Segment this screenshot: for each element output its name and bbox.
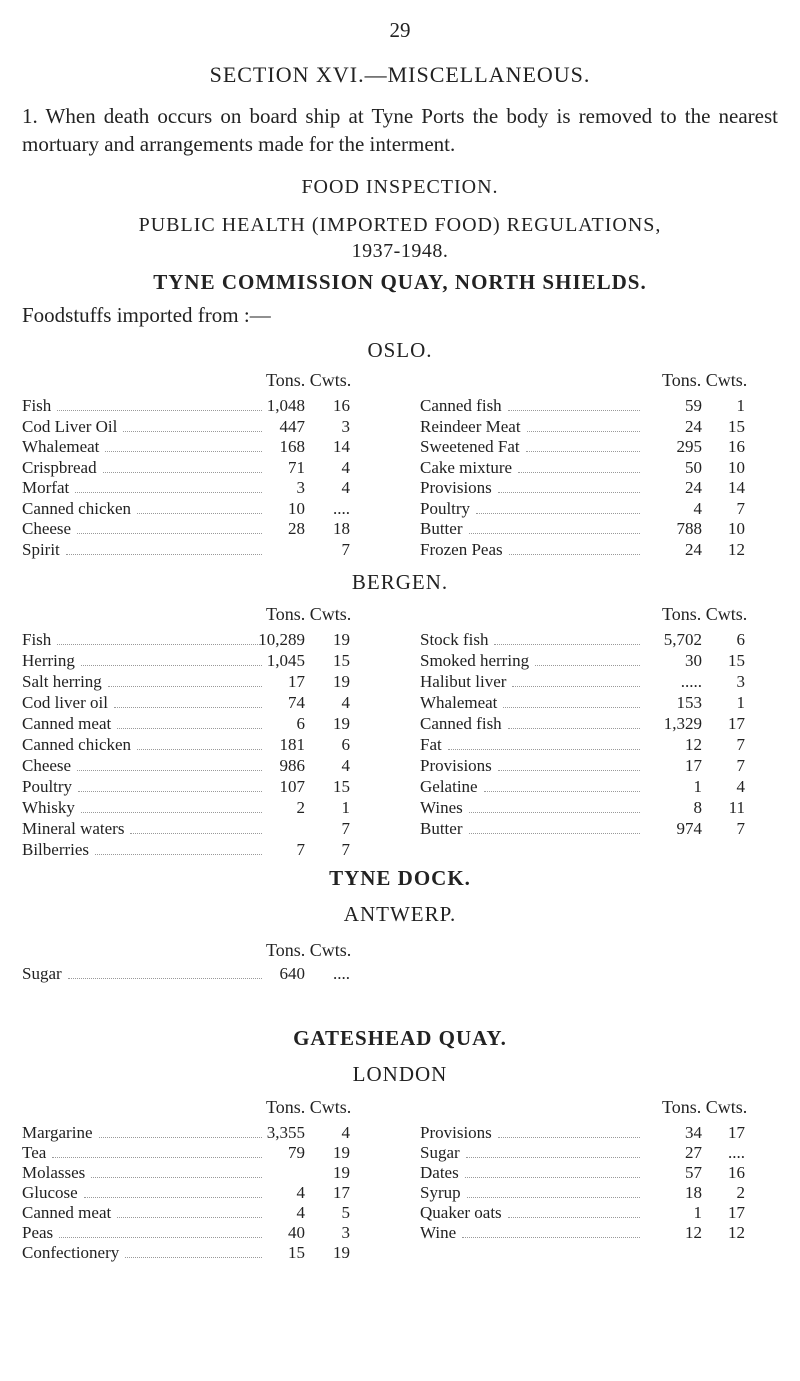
item-name: Syrup [420, 1183, 461, 1202]
tons-value: 3 [296, 478, 305, 497]
tons-value: 4 [296, 1203, 305, 1222]
item-name: Sugar [22, 964, 62, 983]
item-name: Mineral waters [22, 819, 125, 838]
item-name: Halibut liver [420, 672, 507, 691]
table-row [420, 672, 745, 694]
tons-value: 4 [693, 498, 702, 518]
table-row [22, 478, 350, 500]
tons-value: 15 [288, 1243, 305, 1262]
dot-leader [508, 1217, 640, 1218]
table-row [420, 417, 745, 439]
table-row [22, 630, 350, 652]
table-row [22, 756, 350, 778]
table-row [420, 735, 745, 757]
item-name: Wines [420, 798, 463, 817]
dot-leader [77, 533, 262, 534]
cwts-value: 1 [736, 693, 745, 712]
item-name: Cake mixture [420, 457, 513, 477]
item-name: Cheese [22, 519, 72, 538]
dot-leader [469, 812, 640, 813]
tons-value: 788 [676, 519, 702, 538]
tons-value: 986 [279, 756, 305, 775]
table-row [420, 630, 745, 652]
bergen-title: BERGEN. [351, 570, 449, 594]
table-row [22, 1163, 350, 1185]
antwerp-title: ANTWERP. [343, 902, 457, 926]
dot-leader [105, 451, 262, 452]
item-name: Cod Liver Oil [22, 416, 118, 436]
cwts-value: 7 [736, 756, 745, 775]
dot-leader [469, 533, 641, 534]
table-row [22, 1183, 350, 1205]
table-row [420, 478, 745, 500]
item-name: Molasses [22, 1163, 86, 1182]
oslo-col-header-right: Tons. Cwts. [662, 370, 748, 390]
cwts-value: 10 [728, 457, 745, 477]
cwts-value: 6 [736, 630, 745, 649]
table-row [420, 756, 745, 778]
dot-leader [95, 854, 262, 855]
dot-leader [81, 812, 262, 813]
dot-leader [527, 431, 640, 432]
table-row [420, 458, 745, 480]
tons-value: 4 [296, 1183, 305, 1202]
table-row [420, 798, 745, 820]
dot-leader [117, 728, 262, 729]
cwts-value: 15 [728, 651, 745, 670]
dot-leader [498, 1137, 640, 1138]
item-name: Whalemeat [420, 693, 498, 712]
tons-value: 2 [296, 798, 305, 817]
dot-leader [526, 451, 640, 452]
cwts-value: .... [333, 964, 350, 983]
item-name: Butter [420, 519, 463, 538]
dot-leader [77, 770, 262, 771]
cwts-value: 15 [333, 651, 350, 670]
item-name: Spirit [22, 539, 60, 559]
item-name: Cod liver oil [22, 693, 108, 712]
tons-value: 10 [288, 498, 305, 518]
cwts-value: 10 [728, 519, 745, 538]
dot-leader [57, 410, 262, 411]
paragraph: 1. When death occurs on board ship at Tyne Ports the body is removed to the nearest mortuary and arrangements made for the interment. [22, 104, 778, 156]
table-row [22, 777, 350, 799]
dot-leader [137, 513, 262, 514]
cwts-value: 16 [728, 1163, 745, 1182]
tons-value: 28 [288, 519, 305, 538]
dot-leader [512, 686, 640, 687]
cwts-value: 3 [341, 416, 350, 436]
tons-value: 3,355 [266, 1123, 305, 1142]
dot-leader [78, 791, 262, 792]
oslo-col-header-left: Tons. Cwts. [266, 370, 352, 390]
item-name: Wine [420, 1223, 457, 1242]
cwts-value: 4 [341, 457, 350, 477]
table-row [22, 519, 350, 541]
table-row [420, 540, 745, 562]
table-row [420, 693, 745, 715]
cwts-value: 4 [341, 1123, 350, 1142]
dot-leader [518, 472, 640, 473]
table-row [22, 840, 350, 862]
tons-value: 1,048 [266, 396, 305, 415]
tons-value: 10,289 [258, 630, 305, 649]
london-title: LONDON [352, 1062, 448, 1086]
cwts-value: .... [333, 498, 350, 518]
item-name: Margarine [22, 1123, 93, 1142]
item-name: Canned meat [22, 1203, 112, 1222]
cwts-value: 12 [728, 1223, 745, 1242]
regulations-title: PUBLIC HEALTH (IMPORTED FOOD) REGULATIONS, [138, 214, 662, 236]
dot-leader [465, 1177, 640, 1178]
dot-leader [91, 1177, 262, 1178]
bergen-col-header-left: Tons. Cwts. [266, 604, 352, 624]
cwts-value: 5 [341, 1203, 350, 1222]
dot-leader [66, 554, 262, 555]
item-name: Canned fish [420, 396, 502, 415]
oslo-title: OSLO. [367, 338, 433, 362]
cwts-value: 17 [728, 1123, 745, 1142]
tons-value: 640 [279, 964, 305, 983]
dot-leader [508, 728, 640, 729]
tons-value: 12 [685, 1223, 702, 1242]
table-row [420, 1123, 745, 1145]
table-row [22, 651, 350, 673]
item-name: Herring [22, 651, 75, 670]
table-row [22, 458, 350, 480]
cwts-value: 14 [728, 478, 745, 497]
dot-leader [508, 410, 640, 411]
tons-value: ..... [680, 672, 702, 691]
cwts-value: 4 [341, 478, 350, 497]
antwerp-col-header: Tons. Cwts. [266, 940, 352, 960]
table-row [420, 437, 745, 459]
table-row [22, 964, 350, 986]
dot-leader [108, 686, 262, 687]
cwts-value: 7 [736, 819, 745, 838]
item-name: Reindeer Meat [420, 416, 521, 436]
dot-leader [494, 644, 640, 645]
tons-value: 71 [288, 457, 305, 477]
table-row [420, 714, 745, 736]
dot-leader [57, 644, 262, 645]
dot-leader [137, 749, 262, 750]
item-name: Tea [22, 1143, 47, 1162]
tons-value: 34 [685, 1123, 702, 1142]
tons-value: 1 [693, 1203, 702, 1222]
dot-leader [469, 833, 641, 834]
tons-value: 12 [685, 735, 702, 754]
item-name: Canned chicken [22, 735, 132, 754]
item-name: Smoked herring [420, 651, 530, 670]
item-name: Sugar [420, 1143, 460, 1162]
item-name: Whalemeat [22, 437, 100, 456]
dot-leader [462, 1237, 640, 1238]
dot-leader [509, 554, 640, 555]
item-name: Glucose [22, 1183, 78, 1202]
dot-leader [75, 492, 262, 493]
dot-leader [117, 1217, 262, 1218]
item-name: Canned meat [22, 714, 112, 733]
tons-value: 74 [288, 693, 305, 712]
cwts-value: 19 [333, 1243, 350, 1262]
dot-leader [68, 978, 262, 979]
tons-value: 79 [288, 1143, 305, 1162]
tons-value: 50 [685, 457, 702, 477]
cwts-value: 2 [736, 1183, 745, 1202]
item-name: Cheese [22, 756, 72, 775]
dot-leader [476, 513, 640, 514]
tons-value: 24 [685, 416, 702, 436]
item-name: Stock fish [420, 630, 489, 649]
table-row [22, 693, 350, 715]
cwts-value: 7 [341, 819, 350, 838]
london-col-header-right: Tons. Cwts. [662, 1097, 748, 1117]
dot-leader [123, 431, 262, 432]
cwts-value: 19 [333, 1143, 350, 1162]
tons-value: 168 [279, 437, 305, 456]
item-name: Sweetened Fat [420, 437, 520, 456]
item-name: Provisions [420, 478, 492, 497]
tyne-dock-title: TYNE DOCK. [329, 866, 471, 890]
cwts-value: 3 [736, 672, 745, 691]
food-inspection-title: FOOD INSPECTION. [301, 176, 499, 198]
cwts-value: 1 [341, 798, 350, 817]
cwts-value: 17 [728, 1203, 745, 1222]
tons-value: 6 [296, 714, 305, 733]
item-name: Provisions [420, 1123, 492, 1142]
table-row [22, 417, 350, 439]
dot-leader [103, 472, 262, 473]
bergen-col-header-right: Tons. Cwts. [662, 604, 748, 624]
item-name: Canned fish [420, 714, 502, 733]
table-row [420, 499, 745, 521]
london-col-header-left: Tons. Cwts. [266, 1097, 352, 1117]
cwts-value: 7 [341, 840, 350, 859]
table-row [420, 777, 745, 799]
table-row [22, 540, 350, 562]
page-number: 29 [389, 18, 411, 42]
tons-value: 447 [279, 416, 305, 436]
tons-value: 295 [676, 437, 702, 456]
table-row [22, 1143, 350, 1165]
dot-leader [535, 665, 640, 666]
dot-leader [52, 1157, 262, 1158]
tons-value: 24 [685, 478, 702, 497]
table-row [420, 1203, 745, 1225]
dot-leader [467, 1197, 640, 1198]
cwts-value: 18 [333, 519, 350, 538]
item-name: Butter [420, 819, 463, 838]
cwts-value: .... [728, 1143, 745, 1162]
table-row [420, 1183, 745, 1205]
item-name: Dates [420, 1163, 459, 1182]
tons-value: 8 [693, 798, 702, 817]
cwts-value: 4 [341, 756, 350, 775]
cwts-value: 16 [728, 437, 745, 456]
tons-value: 17 [685, 756, 702, 775]
dot-leader [84, 1197, 262, 1198]
item-name: Bilberries [22, 840, 90, 859]
dot-leader [484, 791, 640, 792]
table-row [420, 1163, 745, 1185]
cwts-value: 11 [728, 798, 745, 817]
cwts-value: 3 [341, 1223, 350, 1242]
cwts-value: 19 [333, 714, 350, 733]
item-name: Provisions [420, 756, 492, 775]
cwts-value: 4 [341, 693, 350, 712]
table-row [420, 519, 745, 541]
table-row [22, 714, 350, 736]
table-row [420, 651, 745, 673]
table-row [22, 1243, 350, 1265]
item-name: Frozen Peas [420, 539, 503, 559]
dot-leader [130, 833, 262, 834]
tons-value: 1 [693, 777, 702, 796]
table-row [22, 396, 350, 418]
tons-value: 17 [288, 672, 305, 691]
tons-value: 7 [296, 840, 305, 859]
tons-value: 59 [685, 396, 702, 415]
item-name: Fish [22, 630, 52, 649]
cwts-value: 19 [333, 1163, 350, 1182]
table-row [22, 798, 350, 820]
dot-leader [448, 749, 640, 750]
table-row [420, 1143, 745, 1165]
tons-value: 18 [685, 1183, 702, 1202]
tons-value: 5,702 [663, 630, 702, 649]
tons-value: 1,329 [663, 714, 702, 733]
item-name: Fat [420, 735, 442, 754]
item-name: Poultry [420, 498, 471, 518]
cwts-value: 14 [333, 437, 350, 456]
item-name: Crispbread [22, 457, 97, 477]
cwts-value: 15 [333, 777, 350, 796]
dot-leader [59, 1237, 262, 1238]
dot-leader [114, 707, 262, 708]
gateshead-title: GATESHEAD QUAY. [293, 1026, 507, 1050]
tyne-commission-title: TYNE COMMISSION QUAY, NORTH SHIELDS. [153, 270, 647, 294]
tons-value: 974 [676, 819, 702, 838]
tons-value: 181 [279, 735, 305, 754]
cwts-value: 19 [333, 630, 350, 649]
tons-value: 40 [288, 1223, 305, 1242]
item-name: Whisky [22, 798, 75, 817]
dot-leader [503, 707, 640, 708]
cwts-value: 7 [736, 498, 745, 518]
table-row [22, 819, 350, 841]
cwts-value: 17 [728, 714, 745, 733]
item-name: Quaker oats [420, 1203, 502, 1222]
item-name: Morfat [22, 478, 70, 497]
table-row [420, 396, 745, 418]
dot-leader [99, 1137, 263, 1138]
tons-value: 107 [279, 777, 305, 796]
cwts-value: 1 [736, 396, 745, 415]
item-name: Gelatine [420, 777, 478, 796]
section-title: SECTION XVI.—MISCELLANEOUS. [209, 62, 591, 87]
tons-value: 27 [685, 1143, 702, 1162]
cwts-value: 17 [333, 1183, 350, 1202]
dot-leader [81, 665, 262, 666]
table-row [22, 735, 350, 757]
table-row [22, 499, 350, 521]
dot-leader [466, 1157, 640, 1158]
item-name: Fish [22, 396, 52, 415]
cwts-value: 7 [736, 735, 745, 754]
table-row [22, 437, 350, 459]
regulations-years: 1937-1948. [351, 240, 449, 262]
tons-value: 24 [685, 539, 702, 559]
table-row [22, 672, 350, 694]
cwts-value: 4 [736, 777, 745, 796]
tons-value: 30 [685, 651, 702, 670]
table-row [22, 1203, 350, 1225]
item-name: Peas [22, 1223, 54, 1242]
cwts-value: 19 [333, 672, 350, 691]
item-name: Poultry [22, 777, 73, 796]
item-name: Confectionery [22, 1243, 120, 1262]
table-row [420, 819, 745, 841]
dot-leader [125, 1257, 262, 1258]
cwts-value: 16 [333, 396, 350, 415]
tons-value: 57 [685, 1163, 702, 1182]
table-row [22, 1223, 350, 1245]
dot-leader [498, 492, 640, 493]
foodstuffs-intro: Foodstuffs imported from :— [22, 303, 271, 327]
tons-value: 153 [676, 693, 702, 712]
item-name: Canned chicken [22, 498, 132, 518]
table-row [420, 1223, 745, 1245]
item-name: Salt herring [22, 672, 102, 691]
tons-value: 1,045 [266, 651, 305, 670]
cwts-value: 7 [341, 539, 350, 559]
table-row [22, 1123, 350, 1145]
cwts-value: 15 [728, 416, 745, 436]
dot-leader [498, 770, 640, 771]
cwts-value: 12 [728, 539, 745, 559]
cwts-value: 6 [341, 735, 350, 754]
